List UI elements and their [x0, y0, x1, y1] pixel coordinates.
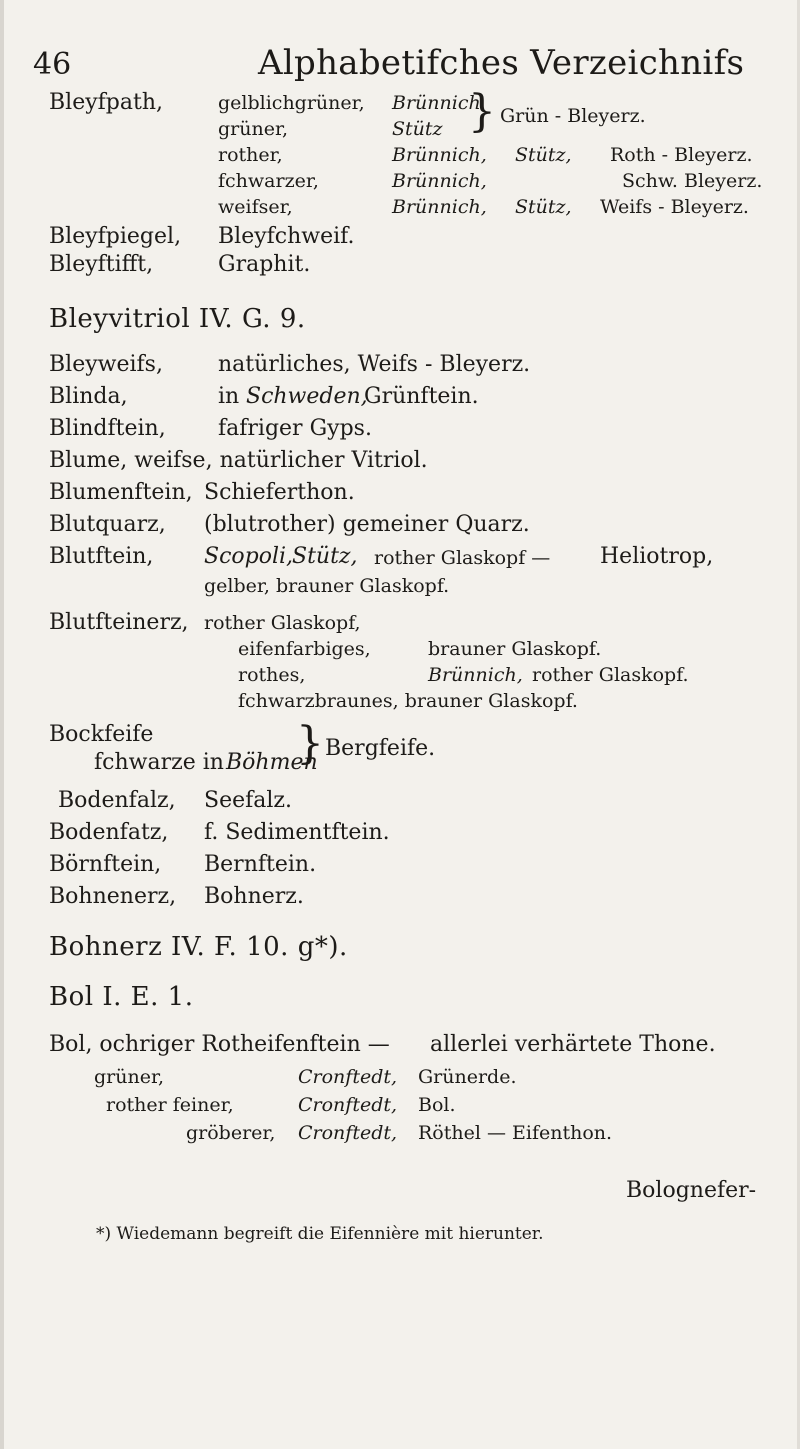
entry-term: Börnftein,	[49, 852, 162, 877]
entry-author: Cronftedt,	[298, 1066, 398, 1088]
catchword: Bolognefer-	[626, 1178, 757, 1203]
entry-text: rother,	[218, 144, 283, 166]
entry-text: Seefalz.	[204, 788, 292, 813]
page-edge-left	[0, 0, 4, 1449]
entry-author: Scopoli,	[204, 544, 294, 569]
entry-term: Bleyftifft,	[49, 252, 154, 277]
entry-author: Cronftedt,	[298, 1122, 398, 1144]
entry-text: Grün - Bleyerz.	[500, 105, 646, 127]
section-heading: Bohnerz IV. F. 10. g*).	[49, 932, 348, 962]
entry-term: Blutfteinerz,	[49, 610, 189, 635]
entry-text: gelber, brauner Glaskopf.	[204, 575, 450, 597]
entry-term: Bohnenerz,	[49, 884, 177, 909]
entry-text: rother Glaskopf —	[374, 547, 551, 569]
entry-text: grüner,	[218, 118, 288, 140]
entry-text: Bernftein.	[204, 852, 317, 877]
entry-author: Stütz,	[292, 544, 358, 569]
entry-text: Heliotrop,	[600, 544, 714, 569]
entry-author: Cronftedt,	[298, 1094, 398, 1116]
entry-term: Bodenfatz,	[49, 820, 169, 845]
entry-author: Stütz,	[515, 144, 572, 166]
entry-text: Schw. Bleyerz.	[622, 170, 763, 192]
entry-author: Stütz,	[515, 196, 572, 218]
entry-text: eifenfarbiges,	[238, 638, 371, 660]
entry-term: Bleyweifs,	[49, 352, 163, 377]
entry-text: f. Sedimentftein.	[204, 820, 390, 845]
entry-author: Brünnich,	[392, 144, 487, 166]
entry-text: Bergfeife.	[325, 736, 436, 761]
entry-term: Bleyfpath,	[49, 90, 163, 115]
entry-text: Graphit.	[218, 252, 311, 277]
entry-text: fchwarzbraunes, brauner Glaskopf.	[238, 690, 578, 712]
section-heading: Bol I. E. 1.	[49, 982, 194, 1012]
entry-text: (blutrother) gemeiner Quarz.	[204, 512, 530, 537]
page-number: 46	[33, 47, 72, 82]
entry-place: Böhmen	[226, 750, 318, 775]
entry-term: Blume, weifse, natürlicher Vitriol.	[49, 448, 428, 473]
entry-author: Brünnich,	[392, 170, 487, 192]
brace: }	[468, 86, 496, 137]
entry-text: fchwarzer,	[218, 170, 319, 192]
entry-text: rothes,	[238, 664, 306, 686]
entry-term: Bleyfpiegel,	[49, 224, 182, 249]
entry-text: Bohnerz.	[204, 884, 304, 909]
entry-term: Blindftein,	[49, 416, 166, 441]
entry-text: in	[218, 384, 240, 409]
entry-author: Brünnich	[392, 92, 481, 114]
entry-text: Bol.	[418, 1094, 456, 1116]
entry-text: fchwarze in	[94, 750, 224, 775]
entry-text: Bleyfchweif.	[218, 224, 355, 249]
entry-text: Grünerde.	[418, 1066, 517, 1088]
entry-text: rother Glaskopf.	[532, 664, 689, 686]
entry-text: brauner Glaskopf.	[428, 638, 602, 660]
entry-term: Blinda,	[49, 384, 128, 409]
entry-term: Blutquarz,	[49, 512, 166, 537]
entry-term: Blumenftein,	[49, 480, 193, 505]
entry-text: weifser,	[218, 196, 293, 218]
entry-text: Schieferthon.	[204, 480, 355, 505]
section-heading: Bleyvitriol IV. G. 9.	[49, 304, 306, 334]
entry-text: fafriger Gyps.	[218, 416, 372, 441]
footnote: *) Wiedemann begreift die Eifennière mit hierunter.	[96, 1224, 544, 1244]
entry-text: rother feiner,	[106, 1094, 234, 1116]
entry-term: Blutftein,	[49, 544, 154, 569]
entry-text: grüner,	[94, 1066, 164, 1088]
entry-text: Roth - Bleyerz.	[610, 144, 753, 166]
entry-author: Brünnich,	[428, 664, 523, 686]
entry-author: Brünnich,	[392, 196, 487, 218]
entry-text: Weifs - Bleyerz.	[600, 196, 749, 218]
entry-text: gelblichgrüner,	[218, 92, 365, 114]
entry-text: rother Glaskopf,	[204, 612, 361, 634]
entry-text: allerlei verhärtete Thone.	[430, 1032, 716, 1057]
entry-text: Röthel — Eifenthon.	[418, 1122, 613, 1144]
entry-term: Bodenfalz,	[58, 788, 176, 813]
running-title: Alphabetifches Verzeichnifs	[258, 43, 745, 83]
entry-author: Stütz	[392, 118, 443, 140]
entry-term: Bol, ochriger Rotheifenftein —	[49, 1032, 390, 1057]
entry-text: Grünftein.	[364, 384, 479, 409]
entry-term: Bockfeife	[49, 722, 154, 747]
entry-text: gröberer,	[186, 1122, 276, 1144]
brace: }	[296, 718, 324, 769]
entry-place: Schweden,	[246, 384, 368, 409]
entry-text: natürliches, Weifs - Bleyerz.	[218, 352, 531, 377]
